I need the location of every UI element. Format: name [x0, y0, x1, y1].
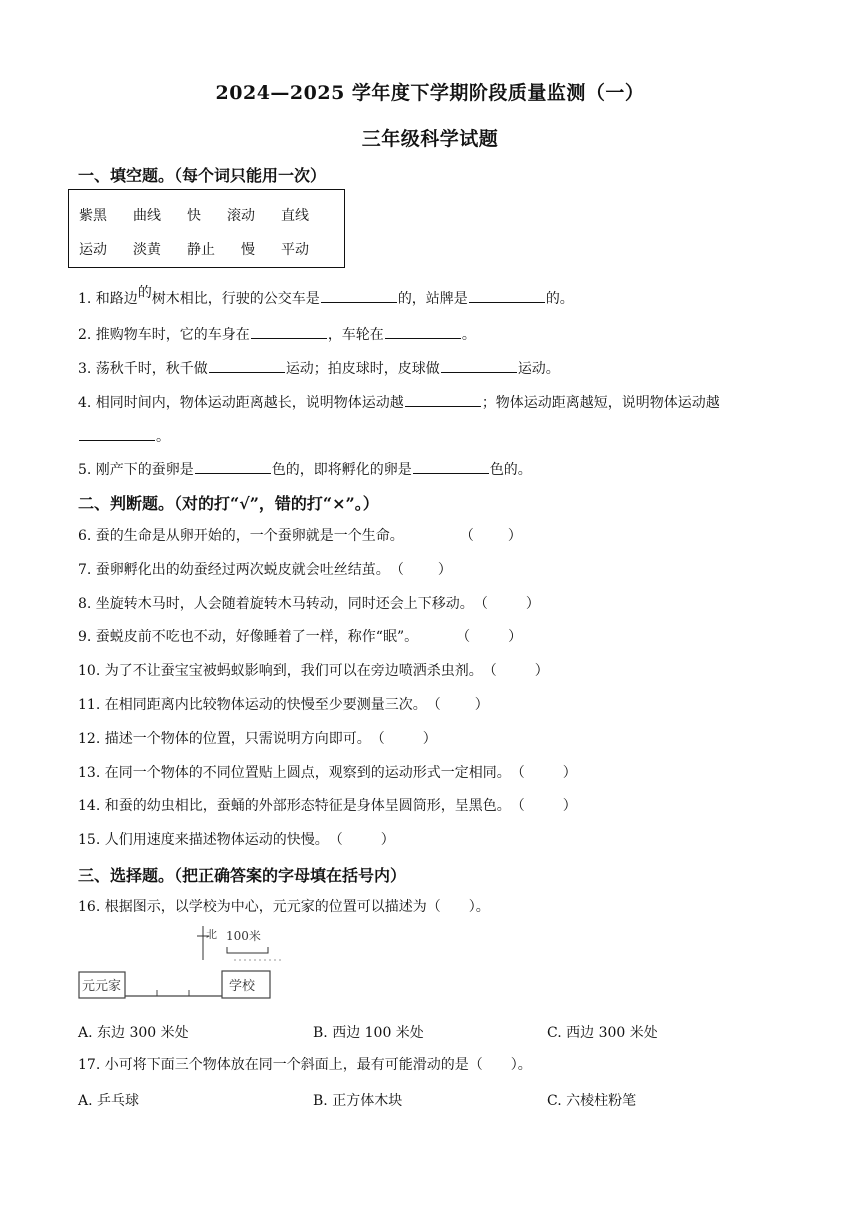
- q3-text: 运动；拍皮球时，皮球做: [285, 361, 440, 377]
- tf-question-text: 7. 蚕卵孵化出的幼蚕经过两次蜕皮就会吐丝结茧。: [78, 562, 390, 578]
- word-bank-item: 淡黄: [133, 242, 161, 258]
- q17-option-c[interactable]: C. 六棱柱粉笔: [547, 1093, 637, 1109]
- q16-option-b[interactable]: B. 西边 100 米处: [313, 1025, 424, 1041]
- answer-paren[interactable]: [460, 527, 522, 545]
- scale-label: 100米: [226, 929, 261, 943]
- answer-blank[interactable]: [413, 459, 489, 474]
- paren-close: ）: [507, 528, 522, 544]
- q1-text: 树木相比，行驶的公交车是: [151, 291, 320, 307]
- question-3: [78, 358, 560, 378]
- tf-question: [78, 527, 522, 545]
- paren-open: （: [510, 765, 525, 781]
- word-bank-item: 紫黑: [79, 208, 107, 224]
- exam-title: 2024—2025 学年度下学期阶段质量监测（一）: [215, 82, 645, 104]
- school-location-map: [76, 922, 281, 1004]
- paren-close: ）: [562, 765, 577, 781]
- answer-paren[interactable]: [390, 561, 452, 579]
- q5-text: 色的，即将孵化的卵是: [271, 462, 412, 478]
- answer-paren[interactable]: [511, 797, 577, 815]
- word-bank-item: 直线: [281, 208, 309, 224]
- answer-blank[interactable]: [385, 324, 461, 339]
- answer-paren[interactable]: [474, 595, 540, 613]
- tf-question-text: 9. 蚕蜕皮前不吃也不动，好像睡着了一样，称作“眠”。: [78, 629, 419, 645]
- tf-question: [78, 730, 437, 748]
- answer-blank[interactable]: [209, 358, 285, 373]
- word-bank-row-2: [79, 239, 335, 259]
- q2-text: 。: [461, 327, 476, 343]
- paren-close: ）: [437, 562, 452, 578]
- paren-close: ）: [562, 798, 577, 814]
- question-16: 16. 根据图示，以学校为中心，元元家的位置可以描述为（ ）。: [78, 899, 490, 915]
- answer-paren[interactable]: [483, 662, 549, 680]
- q2-text: ，车轮在: [327, 327, 384, 343]
- paren-open: （: [328, 832, 343, 848]
- tf-question-text: 6. 蚕的生命是从卵开始的，一个蚕卵就是一个生命。: [78, 528, 404, 544]
- q1-sup-text: 的: [137, 285, 152, 301]
- answer-blank[interactable]: [405, 392, 481, 407]
- q3-text: 3. 荡秋千时，秋千做: [78, 361, 208, 377]
- question-4-continued: [78, 426, 170, 446]
- q1-text: 的，站牌是: [397, 291, 468, 307]
- word-bank-item: 慢: [241, 242, 255, 258]
- word-bank-item: 运动: [79, 242, 107, 258]
- answer-blank[interactable]: [469, 288, 545, 303]
- paren-open: （: [426, 697, 441, 713]
- answer-blank[interactable]: [195, 459, 271, 474]
- paren-close: ）: [508, 629, 523, 645]
- q2-text: 2. 推购物车时，它的车身在: [78, 327, 250, 343]
- q4-text: 。: [156, 429, 170, 445]
- north-label: 北: [206, 928, 217, 941]
- answer-paren[interactable]: [329, 831, 395, 849]
- scale-bar: [227, 947, 268, 953]
- paren-close: ）: [474, 697, 489, 713]
- tf-question-text: 8. 坐旋转木马时，人会随着旋转木马转动，同时还会上下移动。: [78, 596, 474, 612]
- q3-text: 运动。: [517, 361, 560, 377]
- word-bank-item: 平动: [281, 242, 309, 258]
- question-4: [78, 392, 720, 412]
- q5-text: 色的。: [489, 462, 532, 478]
- home-label: 元元家: [82, 979, 122, 994]
- paren-open: （: [370, 731, 385, 747]
- paren-close: ）: [534, 663, 549, 679]
- tf-question: [78, 595, 540, 613]
- question-17: 17. 小可将下面三个物体放在同一个斜面上，最有可能滑动的是（ ）。: [78, 1057, 532, 1073]
- tf-question: [78, 797, 577, 815]
- word-bank-row-1: [79, 205, 335, 225]
- q4-text: ；物体运动距离越短，说明物体运动越: [481, 395, 720, 411]
- answer-blank[interactable]: [321, 288, 397, 303]
- tf-question: [78, 764, 577, 782]
- word-bank-item: 快: [187, 208, 201, 224]
- tf-question-text: 11. 在相同距离内比较物体运动的快慢至少要测量三次。: [78, 697, 427, 713]
- tf-question-text: 13. 在同一个物体的不同位置贴上圆点，观察到的运动形式一定相同。: [78, 765, 511, 781]
- paren-open: （: [456, 629, 471, 645]
- paren-open: （: [459, 528, 474, 544]
- q4-text: 4. 相同时间内，物体运动距离越长，说明物体运动越: [78, 395, 404, 411]
- exam-subtitle: 三年级科学试题: [361, 128, 499, 150]
- answer-blank[interactable]: [251, 324, 327, 339]
- word-bank-item: 曲线: [133, 208, 161, 224]
- section-multiple-choice-heading: 三、选择题。（把正确答案的字母填在括号内）: [78, 866, 407, 885]
- tf-question-text: 15. 人们用速度来描述物体运动的快慢。: [78, 832, 329, 848]
- paren-open: （: [389, 562, 404, 578]
- tf-question: [78, 831, 395, 849]
- answer-paren[interactable]: [371, 730, 437, 748]
- section-true-false-heading: 二、判断题。（对的打“√”，错的打“×”。）: [78, 494, 379, 513]
- paren-open: （: [473, 596, 488, 612]
- answer-paren[interactable]: [427, 696, 489, 714]
- tf-question: [78, 662, 549, 680]
- question-5: [78, 459, 532, 479]
- answer-paren[interactable]: [456, 628, 522, 646]
- paren-close: ）: [422, 731, 437, 747]
- school-label: 学校: [229, 979, 256, 994]
- q16-option-c[interactable]: C. 西边 300 米处: [547, 1025, 658, 1041]
- answer-blank[interactable]: [79, 426, 155, 441]
- word-bank-box: [68, 189, 345, 268]
- tf-question-text: 14. 和蚕的幼虫相比，蚕蛹的外部形态特征是身体呈圆筒形，呈黑色。: [78, 798, 511, 814]
- q1-text: 的。: [545, 291, 574, 307]
- tf-question: [78, 628, 522, 646]
- paren-open: （: [482, 663, 497, 679]
- question-2: [78, 324, 476, 344]
- tf-question-text: 10. 为了不让蚕宝宝被蚂蚁影响到，我们可以在旁边喷洒杀虫剂。: [78, 663, 483, 679]
- q1-text: 1. 和路边: [78, 291, 138, 307]
- question-1: [78, 285, 574, 308]
- paren-close: ）: [380, 832, 395, 848]
- word-bank-item: 滚动: [227, 208, 255, 224]
- q5-text: 5. 刚产下的蚕卵是: [78, 462, 194, 478]
- q17-option-a[interactable]: A. 乒乓球: [78, 1093, 140, 1109]
- tf-question-text: 12. 描述一个物体的位置，只需说明方向即可。: [78, 731, 371, 747]
- answer-paren[interactable]: [511, 764, 577, 782]
- answer-blank[interactable]: [441, 358, 517, 373]
- word-bank-item: 静止: [187, 242, 215, 258]
- paren-open: （: [510, 798, 525, 814]
- q16-option-a[interactable]: A. 东边 300 米处: [78, 1025, 189, 1041]
- q17-option-b[interactable]: B. 正方体木块: [313, 1093, 403, 1109]
- section-fill-blank-heading: 一、填空题。（每个词只能用一次）: [78, 166, 327, 185]
- tf-question: [78, 561, 452, 579]
- tf-question: [78, 696, 489, 714]
- paren-close: ）: [525, 596, 540, 612]
